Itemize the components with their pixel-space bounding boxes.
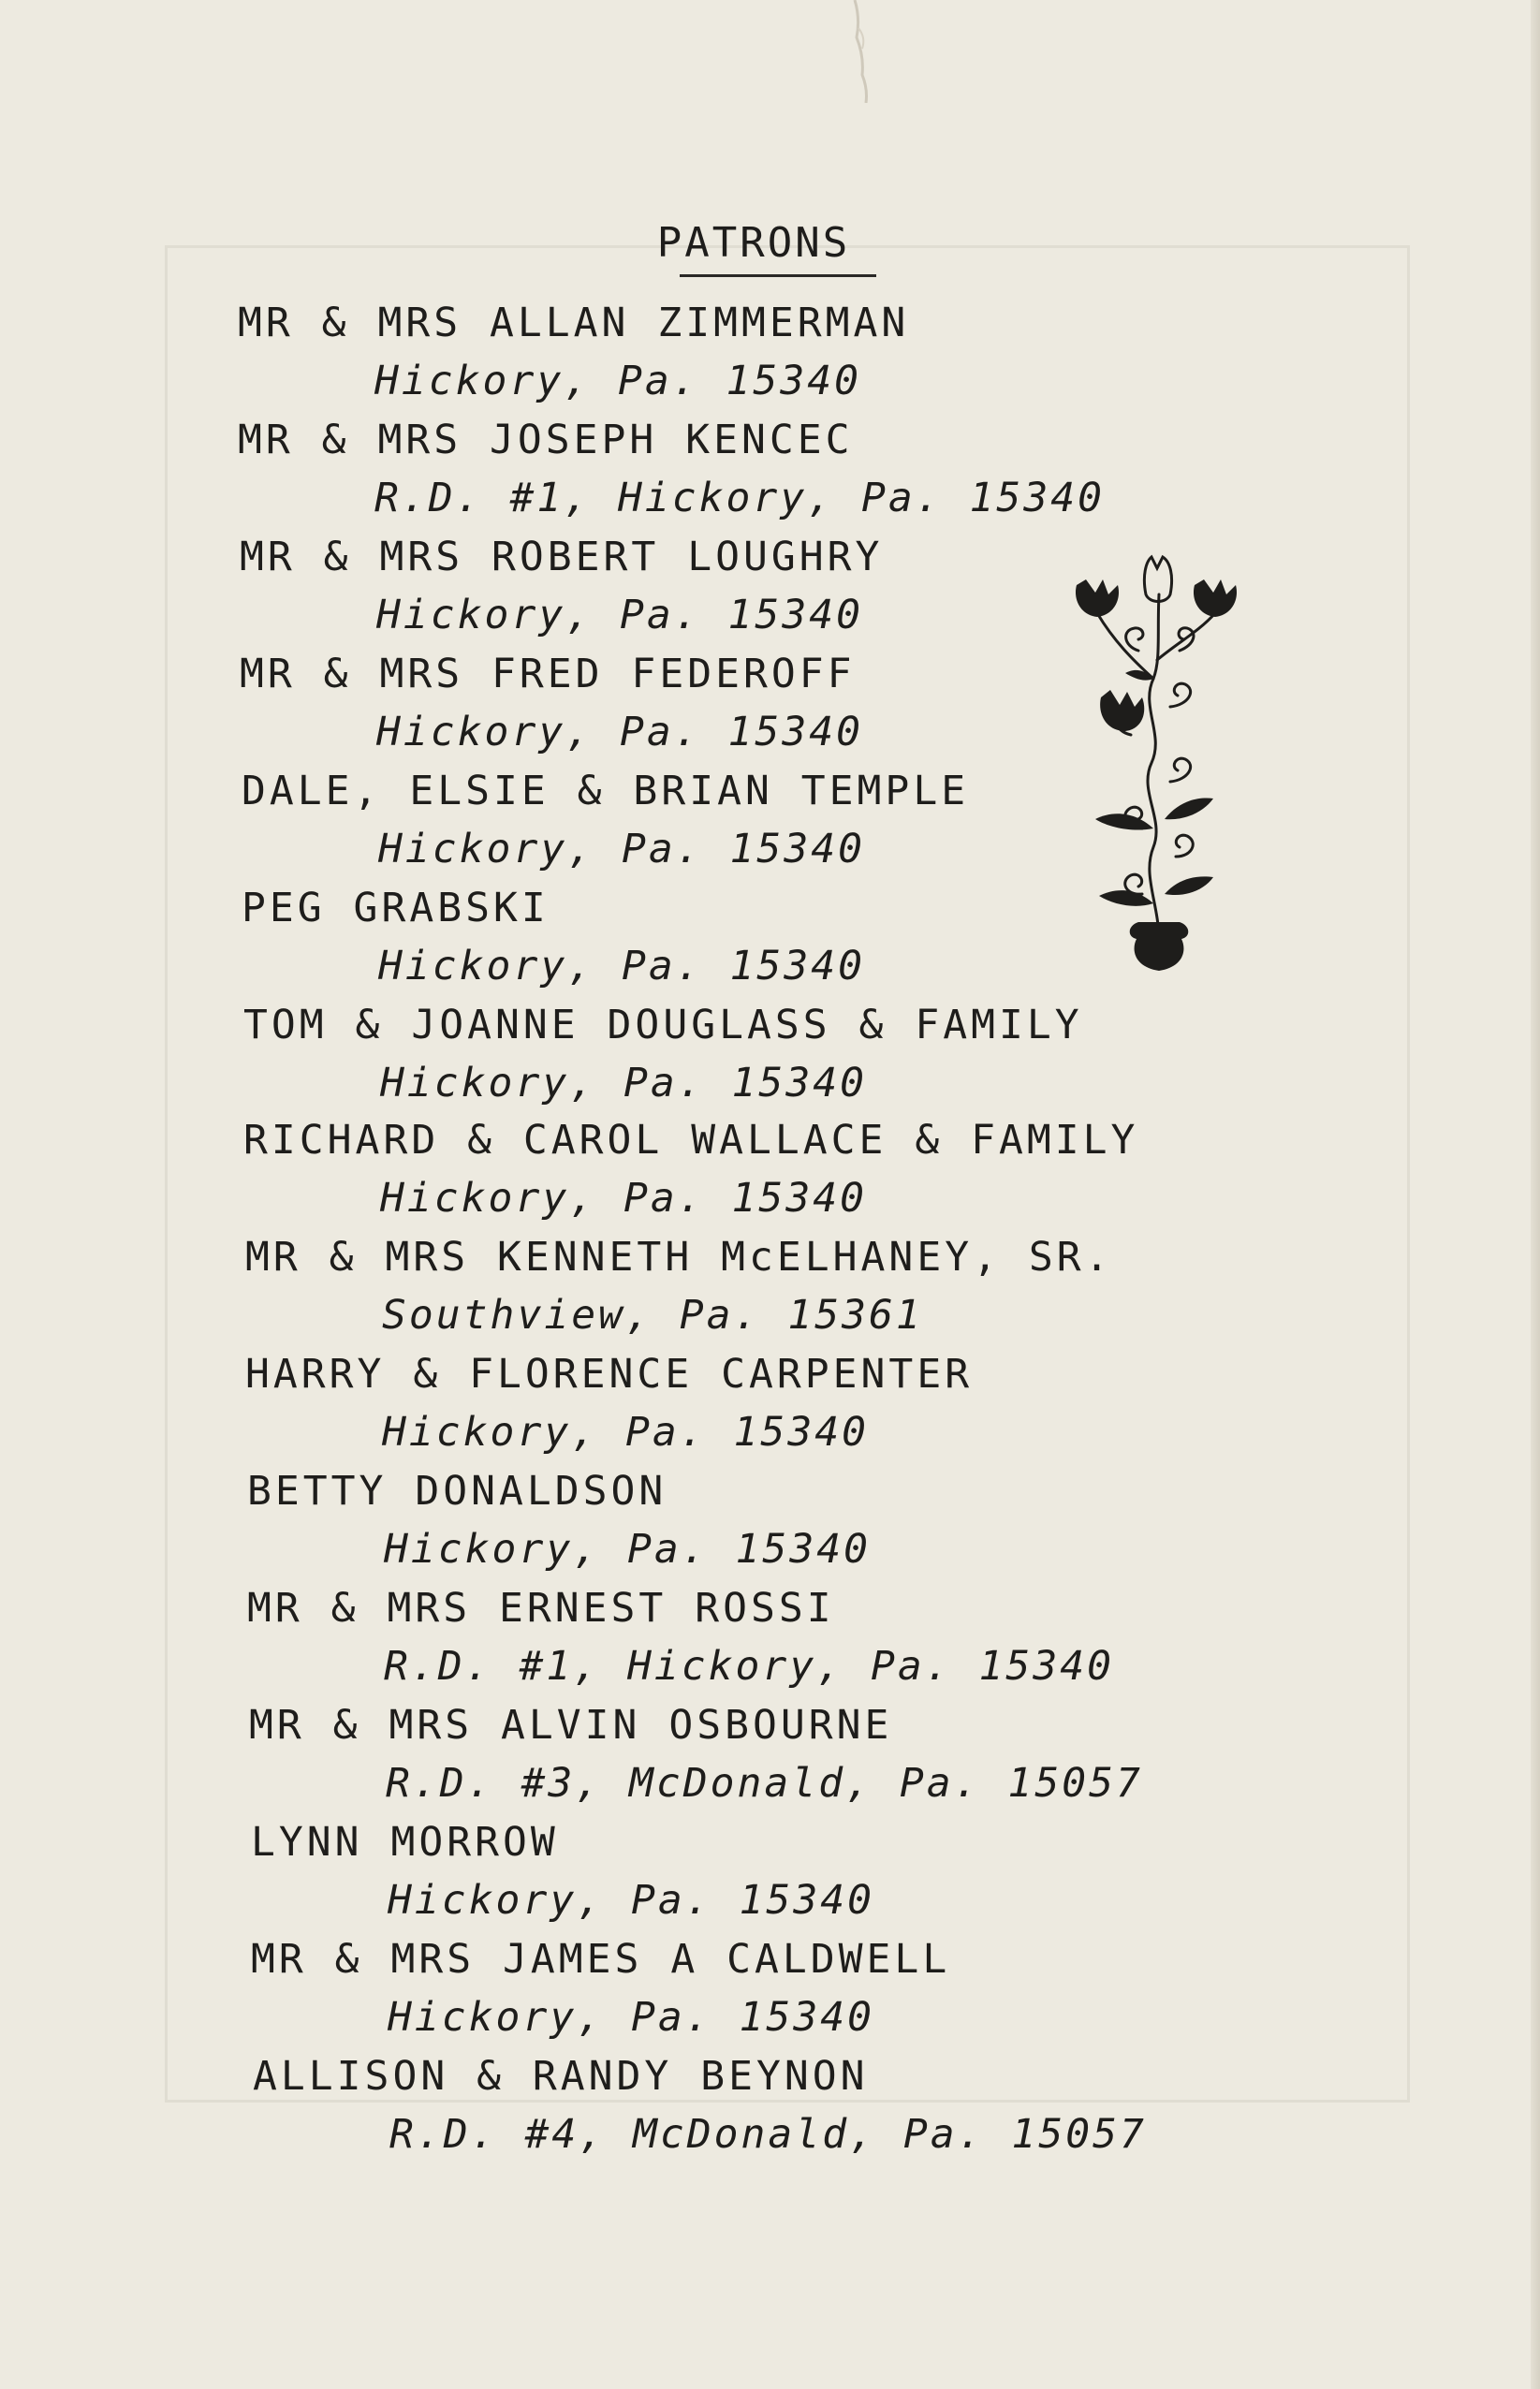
patron-entry: [247, 1585, 1464, 1701]
patron-address: Hickory, Pa. 15340: [380, 1175, 867, 1222]
patron-name: MR & MRS JAMES A CALDWELL: [251, 1936, 951, 1983]
patron-name: LYNN MORROW: [251, 1819, 559, 1866]
patron-address: Hickory, Pa. 15340: [378, 826, 865, 872]
patron-name: MR & MRS ALVIN OSBOURNE: [249, 1702, 893, 1749]
patron-entry: [242, 768, 1459, 884]
patron-name: MR & MRS ROBERT LOUGHRY: [240, 534, 884, 580]
patron-address: Hickory, Pa. 15340: [380, 1060, 867, 1107]
patron-entry: [251, 1819, 1468, 1935]
patron-address: Hickory, Pa. 15340: [376, 592, 863, 638]
patron-entry: [238, 300, 1455, 416]
patron-address: Hickory, Pa. 15340: [388, 1994, 874, 2041]
patron-address: R.D. #3, McDonald, Pa. 15057: [386, 1760, 1143, 1807]
patron-entry: [243, 1002, 1460, 1118]
patron-name: PEG GRABSKI: [242, 885, 550, 931]
patron-address: Southview, Pa. 15361: [382, 1292, 923, 1339]
patron-entry: [247, 1468, 1464, 1584]
patron-address: Hickory, Pa. 15340: [384, 1526, 871, 1573]
patron-name: MR & MRS ALLAN ZIMMERMAN: [238, 300, 910, 346]
patron-name: MR & MRS FRED FEDEROFF: [240, 651, 856, 697]
page-title: PATRONS: [656, 219, 851, 267]
patron-name: MR & MRS JOSEPH KENCEC: [238, 417, 854, 463]
tulip-vase-icon: [1049, 548, 1269, 978]
patron-name: ALLISON & RANDY BEYNON: [253, 2053, 869, 2100]
patron-entry: [240, 534, 1457, 650]
patron-address: R.D. #4, McDonald, Pa. 15057: [389, 2111, 1147, 2158]
patron-name: HARRY & FLORENCE CARPENTER: [245, 1351, 974, 1398]
patron-address: Hickory, Pa. 15340: [374, 358, 861, 404]
patron-entry: [242, 885, 1459, 1001]
patron-entry: [245, 1351, 1462, 1467]
patron-entry: [243, 1117, 1460, 1233]
patron-entry: [245, 1234, 1462, 1350]
patron-entry: [253, 2053, 1470, 2169]
patron-address: Hickory, Pa. 15340: [376, 709, 863, 755]
patron-entry: [249, 1702, 1466, 1818]
patron-name: TOM & JOANNE DOUGLASS & FAMILY: [243, 1002, 1083, 1048]
patron-name: MR & MRS ERNEST ROSSI: [247, 1585, 835, 1632]
patron-name: RICHARD & CAROL WALLACE & FAMILY: [243, 1117, 1139, 1164]
patron-name: MR & MRS KENNETH McELHANEY, SR.: [245, 1234, 1113, 1281]
patron-entry: [240, 651, 1457, 767]
patron-address: R.D. #1, Hickory, Pa. 15340: [374, 475, 1105, 521]
patron-name: BETTY DONALDSON: [247, 1468, 667, 1515]
patron-entry: [251, 1936, 1468, 2052]
patron-address: Hickory, Pa. 15340: [382, 1409, 869, 1456]
patron-name: DALE, ELSIE & BRIAN TEMPLE: [242, 768, 970, 814]
patron-address: R.D. #1, Hickory, Pa. 15340: [384, 1643, 1114, 1690]
patron-entry: [238, 417, 1455, 533]
patron-address: Hickory, Pa. 15340: [388, 1877, 874, 1924]
patron-address: Hickory, Pa. 15340: [378, 943, 865, 989]
